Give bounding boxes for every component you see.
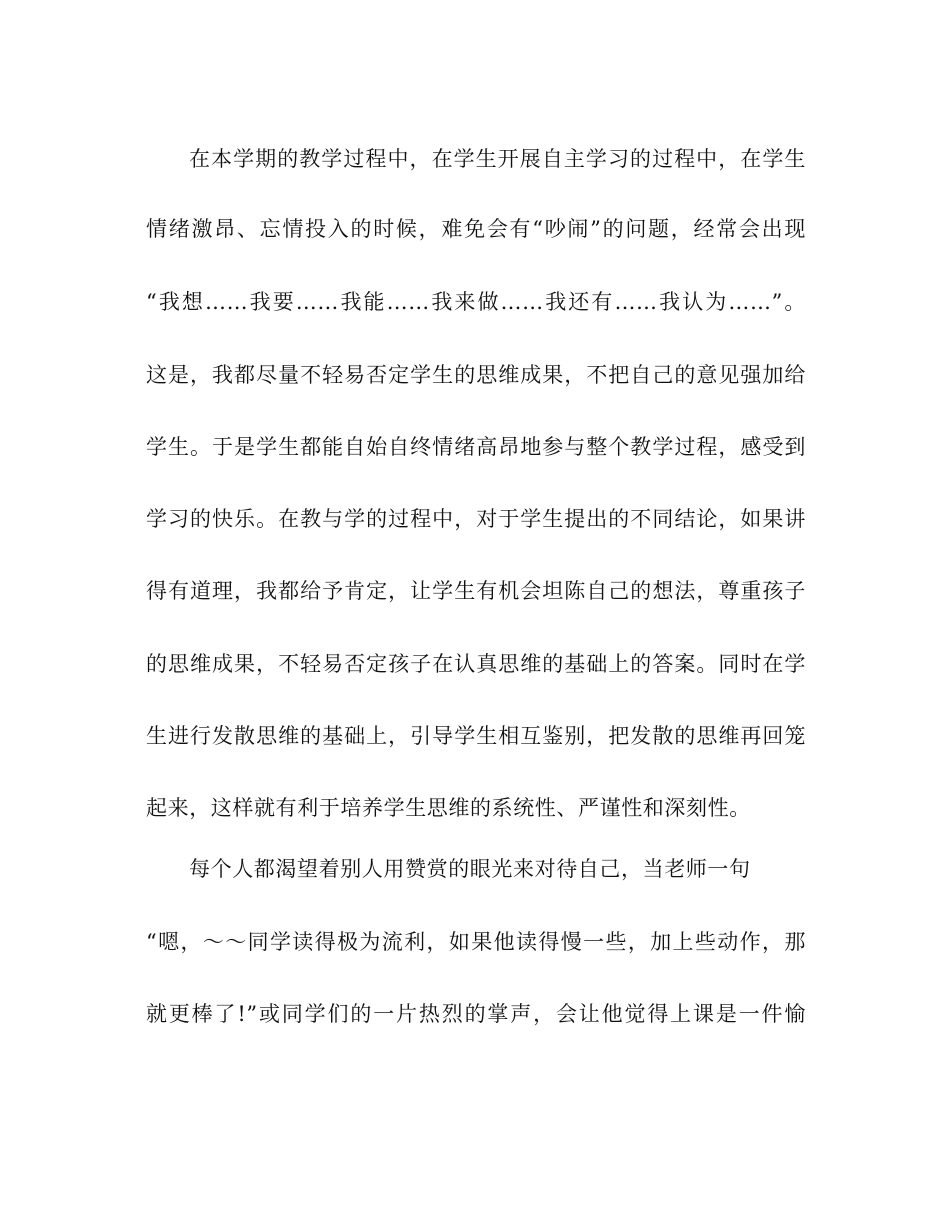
paragraph-1-line-3: “我想……我要……我能……我来做……我还有……我认为……”。 (146, 290, 806, 314)
paragraph-1-line-5: 学生。于是学生都能自始自终情绪高昂地参与整个教学过程，感受到 (146, 435, 806, 459)
paragraph-1-line-2: 情绪激昂、忘情投入的时候，难免会有“吵闹”的问题，经常会出现 (146, 217, 806, 241)
paragraph-1-line-4: 这是，我都尽量不轻易否定学生的思维成果，不把自己的意见强加给 (146, 363, 806, 387)
paragraph-1-line-10: 起来，这样就有利于培养学生思维的系统性、严谨性和深刻性。 (146, 796, 751, 820)
paragraph-1-line-9: 生进行发散思维的基础上，引导学生相互鉴别，把发散的思维再回笼 (146, 724, 806, 748)
paragraph-1-line-6: 学习的快乐。在教与学的过程中，对于学生提出的不同结论，如果讲 (146, 507, 806, 531)
paragraph-1-line-8: 的思维成果，不轻易否定孩子在认真思维的基础上的答案。同时在学 (146, 652, 806, 676)
paragraph-1-line-7: 得有道理，我都给予肯定，让学生有机会坦陈自己的想法，尊重孩子 (146, 579, 806, 603)
paragraph-2-line-3: 就更棒了!”或同学们的一片热烈的掌声，会让他觉得上课是一件愉 (146, 1002, 806, 1026)
paragraph-1-line-1: 在本学期的教学过程中，在学生开展自主学习的过程中，在学生 (189, 147, 806, 171)
paragraph-2-line-2: “嗯，～～同学读得极为流利，如果他读得慢一些，加上些动作，那 (146, 930, 806, 954)
paragraph-2-line-1: 每个人都渴望着别人用赞赏的眼光来对待自己，当老师一句 (189, 857, 751, 881)
